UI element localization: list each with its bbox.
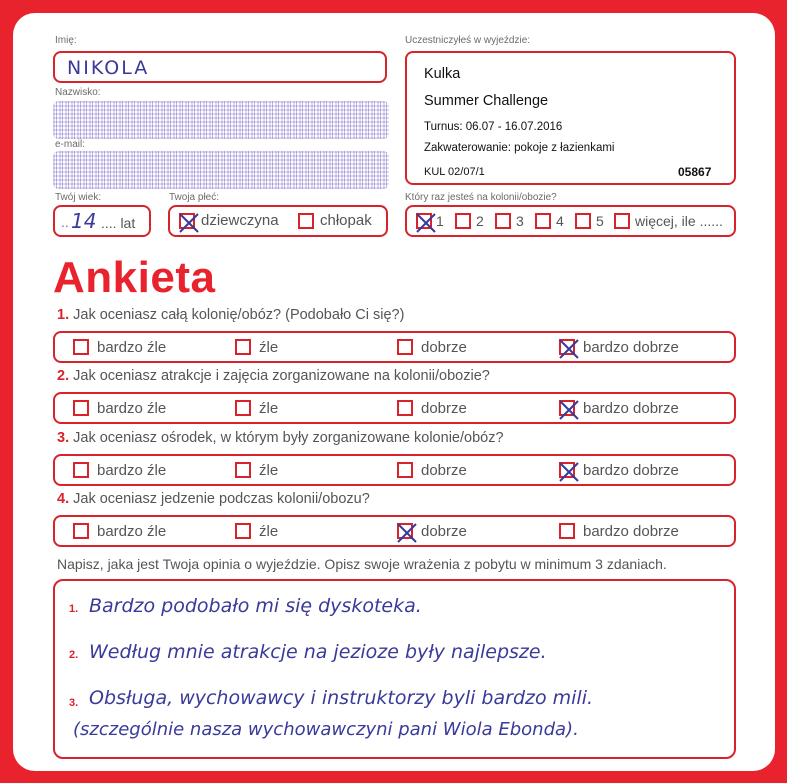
- question-4-answers: [53, 515, 736, 547]
- question-3-checkbox-2[interactable]: [235, 462, 251, 478]
- gender-boy-checkbox[interactable]: [298, 213, 314, 229]
- question-label: Jak oceniasz jedzenie podczas kolonii/obozu?: [73, 491, 370, 507]
- question-2-text: [57, 368, 490, 384]
- times-option-5: 5: [596, 213, 604, 229]
- survey-title: Ankieta: [53, 253, 216, 302]
- question-1-checkbox-3[interactable]: [397, 339, 413, 355]
- question-3-answers: [53, 454, 736, 486]
- gender-option-girl: dziewczyna: [201, 212, 279, 229]
- email-label: e-mail:: [55, 139, 86, 150]
- cross-mark-icon: [558, 399, 580, 421]
- times-option-more: więcej, ile ......: [635, 213, 723, 229]
- age-dots-after: .... lat: [101, 215, 136, 231]
- question-1-checkbox-2[interactable]: [235, 339, 251, 355]
- opinion-textarea[interactable]: [53, 579, 736, 759]
- rating-option-label: bardzo dobrze: [583, 523, 679, 540]
- question-4-text: [57, 491, 370, 507]
- surname-label: Nazwisko:: [55, 87, 101, 98]
- question-1-answers: [53, 331, 736, 363]
- times-checkbox-1[interactable]: [416, 213, 432, 229]
- times-checkbox-3[interactable]: [495, 213, 511, 229]
- question-2-answers: [53, 392, 736, 424]
- question-4-checkbox-3[interactable]: [397, 523, 413, 539]
- rating-option-label: bardzo dobrze: [583, 400, 679, 417]
- gender-girl-checkbox[interactable]: [179, 213, 195, 229]
- email-field-redacted[interactable]: [53, 151, 389, 189]
- question-2-checkbox-3[interactable]: [397, 400, 413, 416]
- question-2-checkbox-2[interactable]: [235, 400, 251, 416]
- times-checkbox-4[interactable]: [535, 213, 551, 229]
- times-checkbox-more[interactable]: [614, 213, 630, 229]
- opinion-line-number: 3.: [69, 697, 79, 709]
- question-4-checkbox-4[interactable]: [559, 523, 575, 539]
- surname-field-redacted[interactable]: [53, 101, 389, 139]
- opinion-prompt: Napisz, jaka jest Twoja opinia o wyjeździe. Opisz swoje wrażenia z pobytu w minimum 3 zdaniach.: [57, 556, 667, 572]
- cross-mark-icon: [396, 522, 418, 544]
- question-4-checkbox-2[interactable]: [235, 523, 251, 539]
- rating-option-label: bardzo źle: [97, 400, 167, 417]
- gender-label: Twoja płeć:: [169, 192, 220, 203]
- times-option-1: 1: [436, 213, 444, 229]
- opinion-line-number: 1.: [69, 603, 79, 615]
- times-checkbox-2[interactable]: [455, 213, 471, 229]
- question-3-text: [57, 430, 504, 446]
- question-number: 3.: [57, 430, 70, 446]
- rating-option-label: bardzo źle: [97, 523, 167, 540]
- name-value: NIKOLA: [67, 57, 150, 79]
- rating-option-label: źle: [259, 339, 279, 356]
- trip-accommodation: Zakwaterowanie: pokoje z łazienkami: [424, 142, 615, 154]
- trip-turnus: Turnus: 06.07 - 16.07.2016: [424, 121, 563, 133]
- gender-option-boy: chłopak: [320, 212, 372, 229]
- question-2-checkbox-4[interactable]: [559, 400, 575, 416]
- question-3-checkbox-3[interactable]: [397, 462, 413, 478]
- name-label: Imię:: [55, 35, 77, 46]
- rating-option-label: bardzo dobrze: [583, 462, 679, 479]
- question-number: 2.: [57, 368, 70, 384]
- trip-number: 05867: [678, 165, 712, 179]
- times-field: [405, 205, 736, 237]
- rating-option-label: dobrze: [421, 339, 467, 356]
- question-number: 4.: [57, 491, 70, 507]
- question-1-checkbox-1[interactable]: [73, 339, 89, 355]
- rating-option-label: bardzo źle: [97, 462, 167, 479]
- question-label: Jak oceniasz atrakcje i zajęcia zorganizowane na kolonii/obozie?: [73, 368, 490, 384]
- rating-option-label: źle: [259, 462, 279, 479]
- question-label: Jak oceniasz ośrodek, w którym były zorganizowane kolonie/obóz?: [73, 430, 504, 446]
- opinion-line-2: Według mnie atrakcje na jezioze były najlepsze.: [89, 641, 547, 663]
- age-value: 14: [71, 209, 97, 233]
- rating-option-label: źle: [259, 523, 279, 540]
- opinion-line-3: Obsługa, wychowawcy i instruktorzy byli bardzo mili.: [89, 687, 594, 709]
- question-2-checkbox-1[interactable]: [73, 400, 89, 416]
- times-label: Który raz jesteś na kolonii/obozie?: [405, 192, 557, 203]
- trip-line1: Kulka: [424, 66, 461, 82]
- cross-mark-icon: [415, 212, 437, 234]
- age-dots-before: ..: [61, 214, 69, 230]
- question-1-checkbox-4[interactable]: [559, 339, 575, 355]
- name-field[interactable]: [53, 51, 387, 83]
- times-option-2: 2: [476, 213, 484, 229]
- times-option-4: 4: [556, 213, 564, 229]
- trip-code: KUL 02/07/1: [424, 166, 485, 178]
- survey-form-page: [13, 13, 775, 771]
- question-number: 1.: [57, 307, 70, 323]
- rating-option-label: dobrze: [421, 400, 467, 417]
- question-4-checkbox-1[interactable]: [73, 523, 89, 539]
- trip-info-box: [405, 51, 736, 185]
- age-label: Twój wiek:: [55, 192, 102, 203]
- opinion-line-1: Bardzo podobało mi się dyskoteka.: [89, 595, 422, 617]
- age-field[interactable]: [53, 205, 151, 237]
- cross-mark-icon: [558, 461, 580, 483]
- trip-label: Uczestniczyłeś w wyjeździe:: [405, 35, 531, 46]
- cross-mark-icon: [178, 212, 200, 234]
- question-1-text: [57, 307, 404, 323]
- rating-option-label: dobrze: [421, 523, 467, 540]
- times-checkbox-5[interactable]: [575, 213, 591, 229]
- gender-field: [168, 205, 388, 237]
- opinion-line-number: 2.: [69, 649, 79, 661]
- question-label: Jak oceniasz całą kolonię/obóz? (Podobało Ci się?): [73, 307, 405, 323]
- cross-mark-icon: [558, 338, 580, 360]
- trip-line2: Summer Challenge: [424, 93, 549, 109]
- opinion-line-4: (szczególnie nasza wychowawczyni pani Wiola Ebonda).: [73, 719, 579, 740]
- question-3-checkbox-1[interactable]: [73, 462, 89, 478]
- rating-option-label: źle: [259, 400, 279, 417]
- rating-option-label: bardzo dobrze: [583, 339, 679, 356]
- rating-option-label: dobrze: [421, 462, 467, 479]
- question-3-checkbox-4[interactable]: [559, 462, 575, 478]
- rating-option-label: bardzo źle: [97, 339, 167, 356]
- times-option-3: 3: [516, 213, 524, 229]
